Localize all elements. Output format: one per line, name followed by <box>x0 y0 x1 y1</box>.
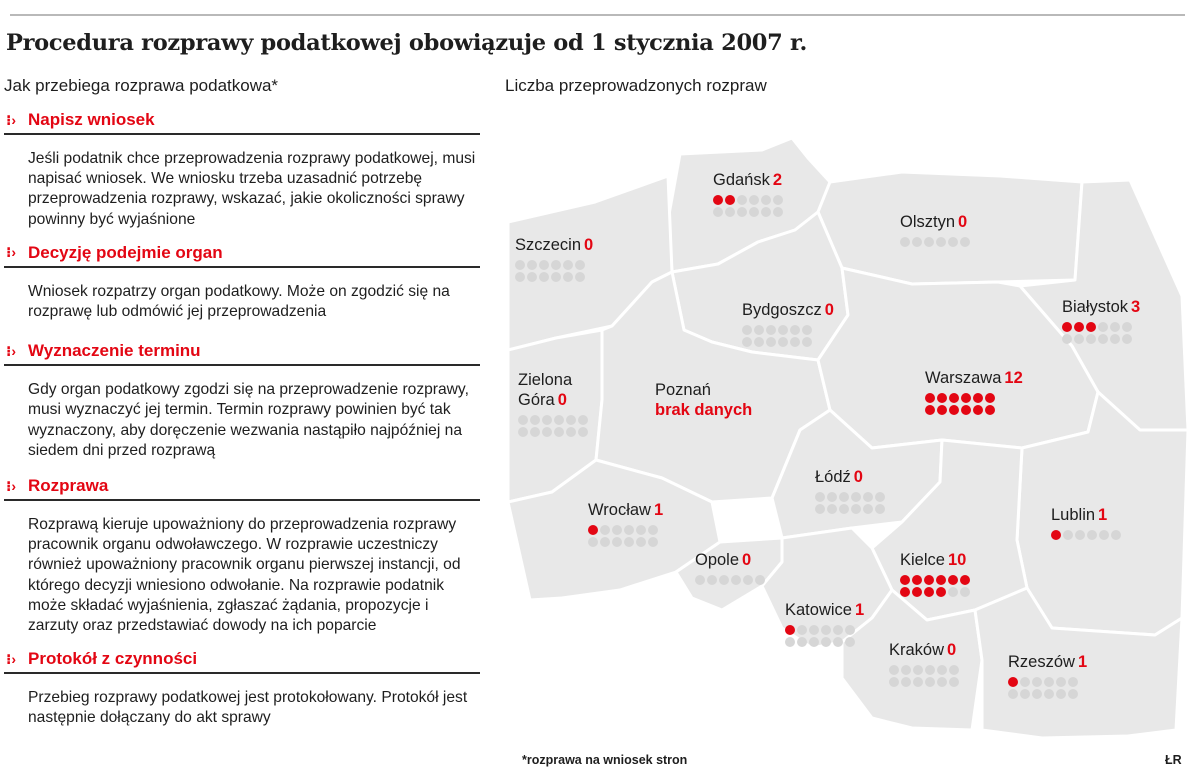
step-header <box>4 338 480 366</box>
case-dot-filled <box>925 405 935 415</box>
case-dot-empty <box>925 665 935 675</box>
count: 3 <box>1131 298 1141 316</box>
case-dot-empty <box>845 625 855 635</box>
poland-map <box>500 130 1190 750</box>
case-dot-empty <box>518 427 528 437</box>
case-dot-empty <box>1056 677 1066 687</box>
case-dot-empty <box>773 207 783 217</box>
case-dot-empty <box>889 665 899 675</box>
case-dot-empty <box>766 325 776 335</box>
case-dot-empty <box>936 237 946 247</box>
case-dot-empty <box>924 237 934 247</box>
case-dot-empty <box>1056 689 1066 699</box>
case-dot-empty <box>551 272 561 282</box>
case-dot-empty <box>695 575 705 585</box>
case-dot-empty <box>754 337 764 347</box>
case-dot-empty <box>1068 689 1078 699</box>
case-dot-empty <box>539 260 549 270</box>
case-dot-filled <box>960 575 970 585</box>
case-dot-empty <box>1062 334 1072 344</box>
step-title: Protokół z czynności <box>28 649 198 669</box>
case-dot-empty <box>839 492 849 502</box>
case-dot-empty <box>624 525 634 535</box>
step-text: Przebieg rozprawy podatkowej jest protokołowany. Protokół jest następnie dołączany do akt sprawy <box>28 689 468 727</box>
case-dot-empty <box>542 415 552 425</box>
case-dot-empty <box>815 504 825 514</box>
city-opole: Opole 0 <box>695 550 765 585</box>
case-dot-empty <box>821 637 831 647</box>
case-dot-empty <box>737 195 747 205</box>
case-dot-empty <box>839 504 849 514</box>
case-dot-empty <box>1122 334 1132 344</box>
case-dot-empty <box>1032 689 1042 699</box>
map-heading: Liczba przeprowadzonych rozpraw <box>505 76 767 95</box>
case-dot-empty <box>797 637 807 647</box>
case-dot-filled <box>924 587 934 597</box>
count: 0 <box>853 468 863 486</box>
count: 0 <box>947 641 957 659</box>
case-dot-filled <box>973 393 983 403</box>
count: 2 <box>772 171 783 189</box>
case-dot-filled <box>1062 322 1072 332</box>
case-dot-filled <box>1074 322 1084 332</box>
case-dot-filled <box>1051 530 1061 540</box>
case-dot-filled <box>924 575 934 585</box>
case-dot-filled <box>936 575 946 585</box>
no-data-label: brak danych <box>655 401 753 419</box>
step-text: Wniosek rozpatrzy organ podatkowy. Może on zgodzić się na rozprawę lub odmówić jej przeprowadzenia <box>28 282 450 321</box>
case-dot-empty <box>766 337 776 347</box>
case-dot-filled <box>937 405 947 415</box>
step-wniosek <box>4 107 480 230</box>
main-title: Procedura rozprawy podatkowej obowiązuje od 1 stycznia 2007 r. <box>6 30 808 56</box>
case-dot-empty <box>566 427 576 437</box>
case-dot-filled <box>900 575 910 585</box>
case-dot-empty <box>600 537 610 547</box>
step-title: Decyzję podejmie organ <box>28 242 223 262</box>
case-dot-empty <box>790 337 800 347</box>
step-protokol <box>4 646 480 728</box>
case-dot-empty <box>761 207 771 217</box>
case-dot-empty <box>827 504 837 514</box>
case-dot-empty <box>530 427 540 437</box>
case-dot-filled <box>949 393 959 403</box>
case-dot-empty <box>527 272 537 282</box>
case-dot-empty <box>731 575 741 585</box>
case-dot-empty <box>600 525 610 535</box>
count: 12 <box>1004 369 1023 387</box>
case-dot-empty <box>518 415 528 425</box>
step-header <box>4 107 480 135</box>
case-dot-filled <box>961 393 971 403</box>
case-dot-empty <box>785 637 795 647</box>
case-dot-filled <box>713 195 723 205</box>
case-dot-empty <box>949 677 959 687</box>
case-dot-empty <box>530 415 540 425</box>
case-dot-empty <box>755 575 765 585</box>
case-dot-empty <box>515 272 525 282</box>
case-dot-empty <box>566 415 576 425</box>
case-dot-empty <box>1068 677 1078 687</box>
procedure-steps <box>4 107 480 729</box>
count: 1 <box>1098 506 1108 524</box>
case-dot-empty <box>809 637 819 647</box>
case-dot-empty <box>515 260 525 270</box>
case-dot-empty <box>1098 322 1108 332</box>
case-dot-empty <box>851 492 861 502</box>
case-dot-empty <box>797 625 807 635</box>
case-dot-empty <box>827 492 837 502</box>
case-dot-empty <box>900 237 910 247</box>
case-dot-filled <box>1008 677 1018 687</box>
case-dot-empty <box>1020 677 1030 687</box>
case-dot-empty <box>1110 334 1120 344</box>
case-dot-empty <box>578 415 588 425</box>
case-dot-empty <box>575 272 585 282</box>
case-dot-empty <box>901 677 911 687</box>
case-dot-empty <box>742 337 752 347</box>
case-dot-empty <box>1044 689 1054 699</box>
case-dot-empty <box>527 260 537 270</box>
arrow-icon: ⁝› <box>6 111 16 128</box>
case-dot-empty <box>1008 689 1018 699</box>
count: 0 <box>584 236 594 254</box>
case-dot-empty <box>1098 334 1108 344</box>
count: 0 <box>958 213 968 231</box>
case-dot-empty <box>719 575 729 585</box>
case-dot-empty <box>624 537 634 547</box>
case-dot-empty <box>551 260 561 270</box>
case-dot-empty <box>542 427 552 437</box>
footnote: *rozprawa na wniosek stron <box>522 753 688 767</box>
case-dot-empty <box>1063 530 1073 540</box>
count: 1 <box>653 501 664 519</box>
case-dot-empty <box>749 207 759 217</box>
case-dot-empty <box>778 337 788 347</box>
case-dot-empty <box>1075 530 1085 540</box>
case-dot-filled <box>1086 322 1096 332</box>
case-dot-filled <box>912 587 922 597</box>
case-dot-empty <box>821 625 831 635</box>
case-dot-empty <box>790 325 800 335</box>
count: 0 <box>557 391 567 409</box>
case-dot-empty <box>1044 677 1054 687</box>
case-dot-empty <box>948 587 958 597</box>
case-dot-filled <box>925 393 935 403</box>
case-dot-empty <box>913 665 923 675</box>
count: 1 <box>1077 653 1088 671</box>
case-dot-empty <box>648 537 658 547</box>
case-dot-filled <box>936 587 946 597</box>
case-dot-empty <box>802 325 812 335</box>
case-dot-empty <box>773 195 783 205</box>
case-dot-empty <box>612 525 622 535</box>
arrow-icon: ⁝› <box>6 650 16 667</box>
case-dot-empty <box>863 492 873 502</box>
case-dot-empty <box>1074 334 1084 344</box>
city-katowice: Katowice 1 <box>785 600 864 647</box>
case-dot-empty <box>815 492 825 502</box>
case-dot-empty <box>960 587 970 597</box>
case-dot-empty <box>875 504 885 514</box>
city-kielce: Kielce 10 <box>900 550 970 597</box>
case-dot-empty <box>937 665 947 675</box>
step-title: Wyznaczenie terminu <box>28 341 201 361</box>
city-poznan: Poznań brak danych <box>655 381 753 419</box>
case-dot-empty <box>636 537 646 547</box>
case-dot-empty <box>578 427 588 437</box>
case-dot-empty <box>749 195 759 205</box>
step-title: Napisz wniosek <box>28 110 155 129</box>
step-text: Jeśli podatnik chce przeprowadzenia rozprawy podatkowej, musi napisać wniosek. We wniosku trzeba uzasadnić potrzebę przeprowadzenia rozprawy, wskazać, jakie okoliczności sprawy powinny być wyjaśnione <box>28 150 476 228</box>
case-dot-empty <box>913 677 923 687</box>
city-olsztyn: Olsztyn 0 <box>900 212 970 247</box>
case-dot-empty <box>707 575 717 585</box>
step-rozprawa <box>4 473 480 636</box>
case-dot-empty <box>1110 322 1120 332</box>
case-dot-empty <box>833 625 843 635</box>
city-lodz: Łódź 0 <box>815 467 885 514</box>
arrow-icon: ⁝› <box>6 477 16 494</box>
city-szczecin: Szczecin 0 <box>515 235 593 282</box>
case-dot-empty <box>809 625 819 635</box>
case-dot-empty <box>588 537 598 547</box>
case-dot-empty <box>725 207 735 217</box>
case-dot-filled <box>900 587 910 597</box>
case-dot-empty <box>949 665 959 675</box>
case-dot-empty <box>648 525 658 535</box>
case-dot-empty <box>1020 689 1030 699</box>
city-rzeszow: Rzeszów 1 <box>1008 652 1087 699</box>
case-dot-empty <box>575 260 585 270</box>
city-gdansk: Gdańsk 2 <box>713 170 783 217</box>
case-dot-filled <box>725 195 735 205</box>
case-dot-empty <box>554 415 564 425</box>
step-header <box>4 240 480 268</box>
step-header <box>4 473 480 501</box>
case-dot-filled <box>785 625 795 635</box>
case-dot-filled <box>961 405 971 415</box>
case-dot-filled <box>588 525 598 535</box>
case-dot-empty <box>901 665 911 675</box>
case-dot-empty <box>937 677 947 687</box>
case-dot-empty <box>948 237 958 247</box>
case-dot-filled <box>973 405 983 415</box>
case-dot-empty <box>742 325 752 335</box>
city-bialystok: Białystok 3 <box>1062 297 1140 344</box>
top-rule <box>10 14 1185 16</box>
arrow-icon: ⁝› <box>6 342 16 359</box>
case-dot-empty <box>636 525 646 535</box>
step-decyzja <box>4 240 480 322</box>
case-dot-empty <box>1122 322 1132 332</box>
step-text: Rozprawą kieruje upoważniony do przeprowadzenia rozprawy pracownik organu odwoławczego. W rozprawie uczestniczy również upoważniony pracownik organu pierwszej instancji, od którego decyzji wniesiono odwołanie. Na rozprawie podatnik może składać wyjaśnienia, zgłaszać żądania, propozycje i zarzuty oraz przedstawiać dowody na ich poparcie <box>28 516 461 635</box>
case-dot-empty <box>1099 530 1109 540</box>
case-dot-filled <box>985 393 995 403</box>
case-dot-empty <box>743 575 753 585</box>
case-dot-filled <box>937 393 947 403</box>
case-dot-empty <box>1087 530 1097 540</box>
city-zielona-gora: Zielona Góra 0 <box>518 370 588 437</box>
case-dot-empty <box>539 272 549 282</box>
case-dot-empty <box>845 637 855 647</box>
case-dot-empty <box>761 195 771 205</box>
case-dot-empty <box>554 427 564 437</box>
step-title: Rozprawa <box>28 476 109 496</box>
case-dot-filled <box>912 575 922 585</box>
case-dot-empty <box>713 207 723 217</box>
case-dot-filled <box>949 405 959 415</box>
step-termin <box>4 338 480 461</box>
city-warszawa: Warszawa 12 <box>925 368 1023 415</box>
author-credit: ŁR <box>1165 753 1182 767</box>
case-dot-empty <box>833 637 843 647</box>
city-krakow: Kraków 0 <box>889 640 959 687</box>
case-dot-empty <box>563 260 573 270</box>
count: 0 <box>742 551 752 569</box>
case-dot-empty <box>802 337 812 347</box>
case-dot-empty <box>1086 334 1096 344</box>
case-dot-empty <box>960 237 970 247</box>
case-dot-empty <box>875 492 885 502</box>
case-dot-empty <box>889 677 899 687</box>
count: 0 <box>824 301 834 319</box>
step-header <box>4 646 480 674</box>
count: 1 <box>854 601 865 619</box>
case-dot-filled <box>948 575 958 585</box>
city-wroclaw: Wrocław 1 <box>588 500 663 547</box>
count: 10 <box>947 551 967 569</box>
case-dot-empty <box>612 537 622 547</box>
case-dot-empty <box>1032 677 1042 687</box>
case-dot-empty <box>863 504 873 514</box>
city-lublin: Lublin 1 <box>1051 505 1121 540</box>
arrow-icon: ⁝› <box>6 244 16 261</box>
case-dot-empty <box>754 325 764 335</box>
city-bydgoszcz: Bydgoszcz 0 <box>742 300 834 347</box>
case-dot-empty <box>563 272 573 282</box>
case-dot-empty <box>925 677 935 687</box>
case-dot-filled <box>985 405 995 415</box>
step-text: Gdy organ podatkowy zgodzi się na przeprowadzenie rozprawy, musi wyznaczyć jej termin. Termin rozprawy powinien być tak wyznaczony, aby doręczenie wezwania nastąpiło najpóźniej na siedem dni przed rozprawą <box>28 381 469 459</box>
left-heading: Jak przebiega rozprawa podatkowa* <box>4 76 279 95</box>
case-dot-empty <box>778 325 788 335</box>
case-dot-empty <box>851 504 861 514</box>
case-dot-empty <box>1111 530 1121 540</box>
case-dot-empty <box>912 237 922 247</box>
case-dot-empty <box>737 207 747 217</box>
